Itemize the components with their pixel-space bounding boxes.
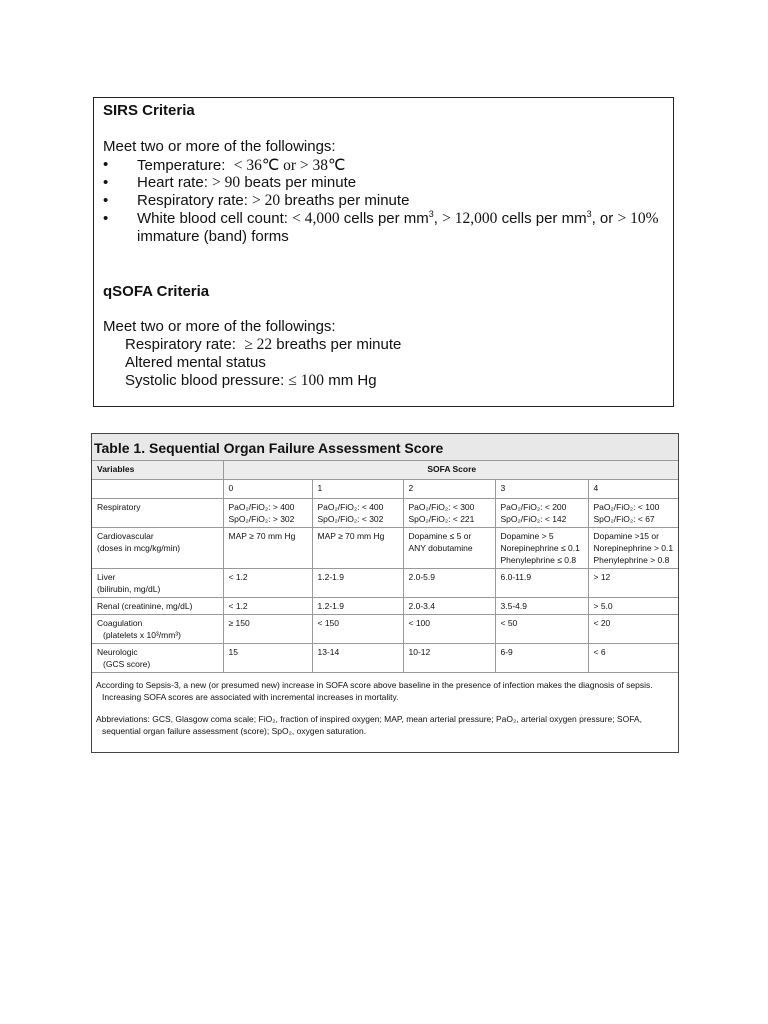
cell-line: 2.0-5.9 bbox=[408, 572, 435, 582]
cell-line: > 5.0 bbox=[593, 601, 613, 611]
cell-line: 15 bbox=[228, 647, 238, 657]
score-header: 4 bbox=[588, 480, 678, 499]
cell-line: ANY dobutamine bbox=[408, 543, 473, 553]
header-empty bbox=[92, 480, 223, 499]
cell-line: 6.0-11.9 bbox=[500, 572, 532, 582]
score-cell bbox=[588, 644, 678, 673]
sirs-wbc-or: , or bbox=[591, 210, 614, 227]
cell-line: < 20 bbox=[593, 618, 611, 628]
cell-line: Phenylephrine > 0.8 bbox=[593, 555, 670, 565]
score-cell bbox=[403, 598, 495, 615]
variable-cell bbox=[92, 615, 223, 644]
variable-cell bbox=[92, 644, 223, 673]
variable-name: Liver bbox=[97, 572, 116, 582]
table-row bbox=[92, 644, 678, 673]
score-cell bbox=[403, 569, 495, 598]
cell-line: ≥ 150 bbox=[228, 618, 250, 628]
qsofa-respiratory: Respiratory rate: ≥ 22 breaths per minute bbox=[125, 336, 402, 353]
cell-line: < 100 bbox=[408, 618, 431, 628]
cell-line: < 50 bbox=[500, 618, 518, 628]
cell-line: PaO₂/FiO₂: < 400 bbox=[317, 502, 384, 512]
cell-line: 1.2-1.9 bbox=[317, 572, 344, 582]
score-cell bbox=[403, 528, 495, 569]
score-cell bbox=[588, 499, 678, 528]
score-cell bbox=[495, 615, 588, 644]
header-sofa-score: SOFA Score bbox=[223, 461, 678, 480]
cell-line: PaO₂/FiO₂: < 300 bbox=[408, 502, 475, 512]
cell-line: PaO₂/FiO₂: < 200 bbox=[500, 502, 567, 512]
sirs-title: SIRS Criteria bbox=[103, 102, 195, 119]
cell-line: MAP ≥ 70 mm Hg bbox=[228, 531, 296, 541]
table-title: Table 1. Sequential Organ Failure Assessment Score bbox=[92, 434, 678, 461]
cell-line: SpO₂/FiO₂: < 142 bbox=[500, 514, 567, 524]
cell-line: Dopamine ≤ 5 or bbox=[408, 531, 472, 541]
variable-name: Coagulation bbox=[97, 618, 143, 628]
qsofa-sbp: Systolic blood pressure: ≤ 100 mm Hg bbox=[125, 372, 377, 389]
cell-line: PaO₂/FiO₂: > 400 bbox=[228, 502, 295, 512]
variable-name: Renal (creatinine, mg/dL) bbox=[97, 601, 193, 611]
score-header: 2 bbox=[403, 480, 495, 499]
cell-line: Dopamine > 5 bbox=[500, 531, 554, 541]
score-cell bbox=[495, 528, 588, 569]
score-cell bbox=[495, 598, 588, 615]
cell-line: < 1.2 bbox=[228, 601, 248, 611]
note-sepsis: According to Sepsis-3, a new (or presumed new) increase in SOFA score above baseline in the presence of infection makes the diagnosis of sepsis. Increasing SOFA scores are associated with incremental increases in mortality. bbox=[96, 680, 653, 702]
cell-line: MAP ≥ 70 mm Hg bbox=[317, 531, 385, 541]
qsofa-intro: Meet two or more of the followings: bbox=[103, 318, 336, 335]
sirs-heart-rate: Heart rate: > 90 beats per minute bbox=[137, 174, 357, 191]
cell-line: SpO₂/FiO₂: > 302 bbox=[228, 514, 295, 524]
score-cell bbox=[223, 644, 312, 673]
qsofa-title: qSOFA Criteria bbox=[103, 283, 210, 300]
qsofa-mental: Altered mental status bbox=[125, 354, 266, 371]
cell-line: < 1.2 bbox=[228, 572, 248, 582]
cell-line: 2.0-3.4 bbox=[408, 601, 435, 611]
cell-line: Dopamine >15 or bbox=[593, 531, 659, 541]
score-cell bbox=[495, 569, 588, 598]
cell-line: < 150 bbox=[317, 618, 340, 628]
cell-line: 6-9 bbox=[500, 647, 513, 657]
sirs-wbc: White blood cell count: < 4,000 cells per $mm^3$, > 12,000 cells per $mm^3$, or > 10% bbox=[137, 209, 659, 227]
cell-line: 1.2-1.9 bbox=[317, 601, 344, 611]
score-cell bbox=[223, 615, 312, 644]
sirs-respiratory-rate: Respiratory rate: > 20 breaths per minute bbox=[137, 192, 410, 209]
cell-line: 13-14 bbox=[317, 647, 340, 657]
variable-cell bbox=[92, 499, 223, 528]
cell-line: PaO₂/FiO₂: < 100 bbox=[593, 502, 660, 512]
cell-line: > 12 bbox=[593, 572, 611, 582]
variable-unit: (bilirubin, mg/dL) bbox=[97, 584, 161, 594]
score-cell bbox=[312, 528, 403, 569]
variable-unit: (platelets x 10³/mm³) bbox=[103, 630, 181, 640]
variable-name: Respiratory bbox=[97, 502, 141, 512]
score-cell bbox=[312, 644, 403, 673]
sofa-table-box bbox=[91, 433, 679, 753]
variable-cell bbox=[92, 528, 223, 569]
bullet: • bbox=[103, 174, 109, 191]
score-cell bbox=[223, 598, 312, 615]
variable-unit: (GCS score) bbox=[103, 659, 151, 669]
table-row bbox=[92, 615, 678, 644]
score-cell bbox=[588, 528, 678, 569]
cell-line: 10-12 bbox=[408, 647, 431, 657]
score-cell bbox=[312, 598, 403, 615]
cell-line: < 6 bbox=[593, 647, 606, 657]
variable-name: Cardiovascular bbox=[97, 531, 154, 541]
cell-line: SpO₂/FiO₂: < 302 bbox=[317, 514, 384, 524]
bullet: • bbox=[103, 156, 109, 173]
cell-line: Phenylephrine ≤ 0.8 bbox=[500, 555, 577, 565]
sirs-wbc-cont: immature (band) forms bbox=[137, 228, 289, 245]
cell-line: 3.5-4.9 bbox=[500, 601, 527, 611]
cell-line: Norepinephrine > 0.1 bbox=[593, 543, 674, 553]
score-cell bbox=[588, 569, 678, 598]
score-cell bbox=[495, 644, 588, 673]
score-cell bbox=[223, 569, 312, 598]
table-row bbox=[92, 598, 678, 615]
score-cell bbox=[223, 528, 312, 569]
bullet: • bbox=[103, 210, 109, 227]
score-cell bbox=[312, 499, 403, 528]
variable-cell bbox=[92, 598, 223, 615]
table-row bbox=[92, 528, 678, 569]
score-header: 1 bbox=[312, 480, 403, 499]
variable-cell bbox=[92, 569, 223, 598]
score-cell bbox=[495, 499, 588, 528]
table-row bbox=[92, 569, 678, 598]
score-header: 0 bbox=[223, 480, 312, 499]
bullet: • bbox=[103, 192, 109, 209]
cell-line: Norepinephrine ≤ 0.1 bbox=[500, 543, 580, 553]
variable-unit: (doses in mcg/kg/min) bbox=[97, 543, 181, 553]
cell-line: SpO₂/FiO₂: < 67 bbox=[593, 514, 655, 524]
variable-name: Neurologic bbox=[97, 647, 138, 657]
score-cell bbox=[588, 615, 678, 644]
score-cell bbox=[312, 615, 403, 644]
score-cell bbox=[403, 615, 495, 644]
sirs-intro: Meet two or more of the followings: bbox=[103, 138, 336, 155]
header-variables: Variables bbox=[92, 461, 223, 480]
score-cell bbox=[312, 569, 403, 598]
score-header: 3 bbox=[495, 480, 588, 499]
score-cell bbox=[223, 499, 312, 528]
score-cell bbox=[403, 644, 495, 673]
score-cell bbox=[588, 598, 678, 615]
sirs-temperature: Temperature: < 36℃ or > 38℃ bbox=[137, 157, 346, 174]
sofa-table bbox=[92, 461, 678, 673]
table-row bbox=[92, 499, 678, 528]
score-cell bbox=[403, 499, 495, 528]
note-abbreviations: Abbreviations: GCS, Glasgow coma scale; FiO₂, fraction of inspired oxygen; MAP, mean arterial pressure; PaO₂, arterial oxygen pressure; SOFA, sequential organ failure assessment (score); SpO₂, oxygen saturation. bbox=[96, 714, 642, 736]
cell-line: SpO₂/FiO₂: < 221 bbox=[408, 514, 475, 524]
criteria-box bbox=[93, 97, 674, 407]
